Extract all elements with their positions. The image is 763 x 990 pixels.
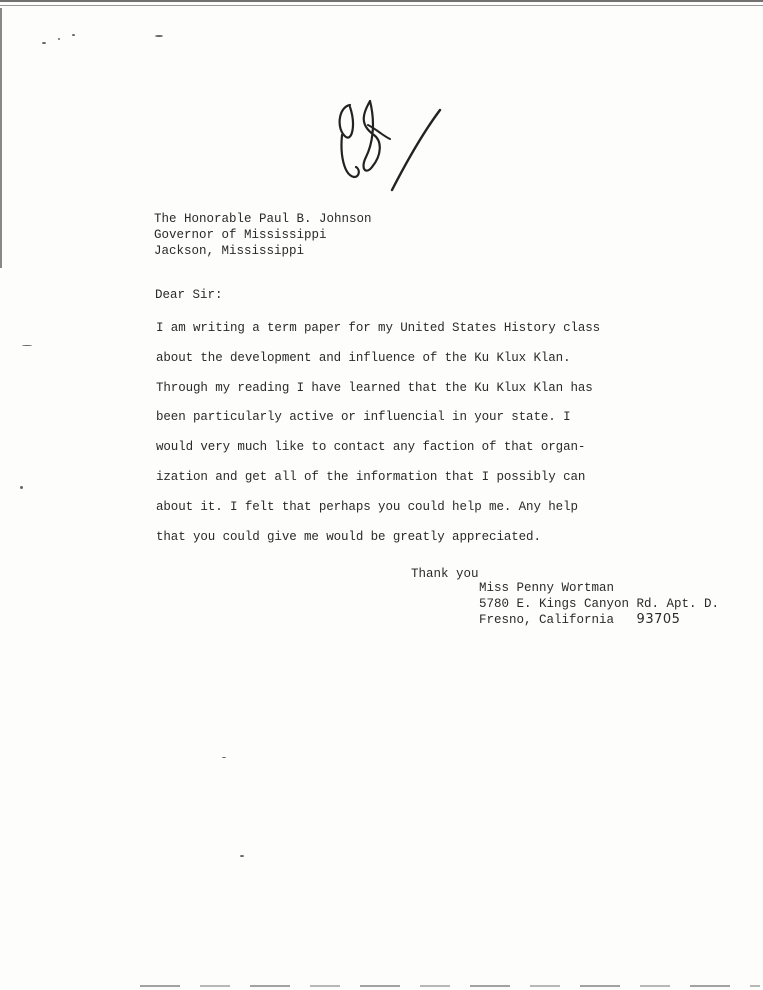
body-line: Through my reading I have learned that the Ku Klux Klan has xyxy=(156,380,593,395)
signature-name: Miss Penny Wortman xyxy=(479,581,615,595)
recipient-line-1: The Honorable Paul B. Johnson xyxy=(154,212,372,226)
signature-city: Fresno, California xyxy=(479,613,615,627)
scan-speck xyxy=(155,35,163,37)
scan-edge-left xyxy=(0,8,2,268)
body-line: about it. I felt that perhaps you could help me. Any help xyxy=(156,499,578,514)
scan-speck xyxy=(42,42,46,44)
scan-speck xyxy=(58,38,60,40)
letter-body xyxy=(156,314,600,552)
recipient-line-3: Jackson, Mississippi xyxy=(154,244,305,258)
scan-edge-bottom xyxy=(140,985,760,987)
scan-speck xyxy=(222,757,226,758)
handwritten-mark xyxy=(330,95,450,195)
body-line: about the development and influence of the Ku Klux Klan. xyxy=(156,350,571,365)
body-line: would very much like to contact any faction of that organ- xyxy=(156,440,586,455)
scan-speck xyxy=(22,345,32,346)
body-line: ization and get all of the information that I possibly can xyxy=(156,469,586,484)
signature-city-line xyxy=(479,612,719,628)
salutation: Dear Sir: xyxy=(155,288,223,302)
body-line: that you could give me would be greatly appreciated. xyxy=(156,529,541,544)
scan-speck xyxy=(72,34,75,36)
signature-street: 5780 E. Kings Canyon Rd. Apt. D. xyxy=(479,597,720,611)
signature-zip: 93705 xyxy=(636,612,681,627)
body-line: been particularly active or influencial in your state. I xyxy=(156,410,571,425)
closing: Thank you xyxy=(411,567,479,581)
scan-speck xyxy=(240,855,244,857)
recipient-line-2: Governor of Mississippi xyxy=(154,228,327,242)
body-line: I am writing a term paper for my United States History class xyxy=(156,321,601,335)
scan-speck xyxy=(20,486,23,489)
scan-edge-top xyxy=(0,0,763,8)
recipient-address xyxy=(154,211,372,259)
signature-block xyxy=(479,580,719,628)
